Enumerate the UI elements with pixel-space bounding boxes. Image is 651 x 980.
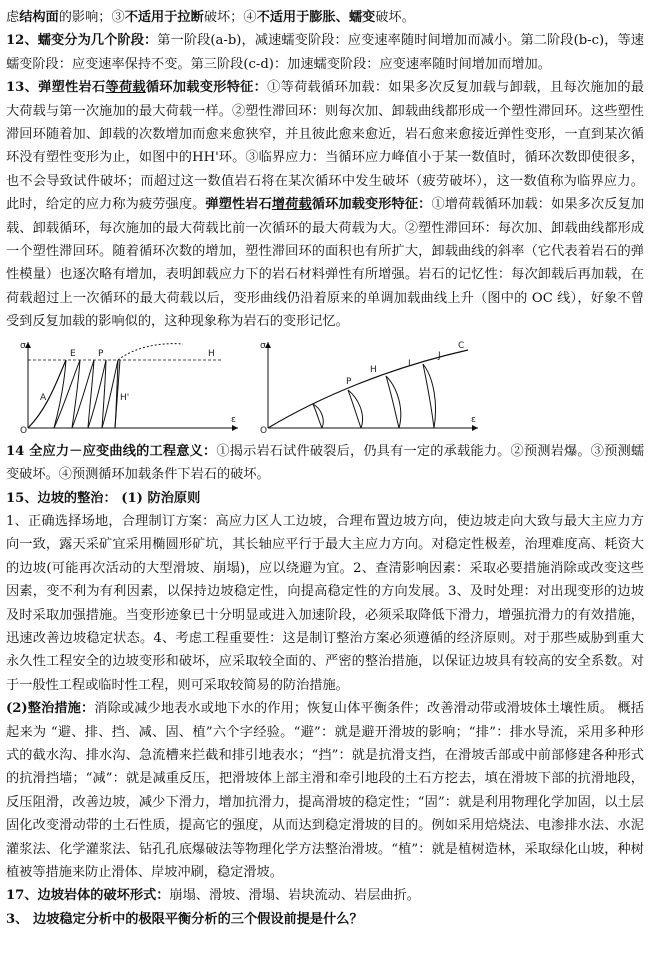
document-page [6,6,644,931]
section-17-heading: 17、边坡岩体的破坏形式： [6,888,170,904]
section-13-heading2-underlined: 增荷载 [271,197,312,213]
equal-load-cycle-diagram [18,338,244,434]
intro-text-5: 破坏；④ [203,10,257,25]
section-13-body-2: ①增荷载循环加载：如果多次反复加载、卸载循环，每次施加的最大荷载比前一次循环的最大荷载为大。②塑性滞回环：每次加、卸载曲线都形成一个塑性滞回环。随着循环次数的增加，塑性滞回环的面积也有所扩大，卸载曲线的斜率（它代表着岩石的弹性模量）也逐次略有增加，表明卸载应力下的岩石材料弹性有所增强。岩石的记忆性：每次卸载后再加载，在荷载超过上一次循环的最大荷载以后，变形曲线仍沿着原来的单调加载曲线上升（图中的 OC 线），好象不曾受到反复加载的影响似的，这种现象称为岩石的变形记忆。 [6,197,645,330]
section-15-subheading: (1) 防治原则 [116,490,201,506]
section-13 [6,76,644,333]
intro-bold-structural-plane: 结构面 [19,10,59,25]
section-15-heading-line [6,487,644,510]
right-p-label: P [346,376,352,387]
section-14-heading: 14 全应力－应变曲线的工程意义： [6,443,217,459]
intro-text-3: 的影响；③ [58,10,125,25]
right-epsilon-label: ε [471,414,476,425]
question-3: 3、 边坡稳定分析中的极限平衡分析的三个假设前提是什么？ [6,911,363,927]
section-13-heading-b: 循环加载变形特征： [145,80,268,96]
section-12-body: 第一阶段(a-b)，减速蠕变阶段：应变速率随时间增加而减小。第二阶段(b-c)，等速蠕变阶段：应变速率保持不变。第三阶段(c-d)：加速蠕变阶段：应变速率随时间增加而增加。 [6,33,644,72]
measures-body: 消除或减少地表水或地下水的作用；恢复山体平衡条件；改善滑动带或滑坡体土壤性质。 概括起来为 “避、排、挡、减、固、植”六个字经验。“避”：就是避开滑坡的影响；“排”：排水导流，采用多种形式的截水沟、排水沟、急流槽来拦截和排引地表水；“挡”：就是抗滑支挡，在滑坡舌部或中前部修建各种形式的抗滑挡墙；“减”：就是减重反压，把滑坡体上部主滑和牵引地段的土石方挖去，填在滑坡下部的抗滑地段，反压阻滑，改善边坡，减少下滑力，增加抗滑力，提高滑坡的稳定性；“固”：就是利用物理化学加固，以土层固化改变滑动带的土石性质，提高它的强度，从而达到稳定滑坡的目的。例如采用焙烧法、电渗排水法、水泥灌浆法、化学灌浆法、钻孔孔底爆破法等物理化学方法整治滑坡。“植”：就是植树造林，采取绿化山坡，种树植被等措施来防止滑体、岸坡冲刷，稳定滑坡。 [6,701,644,880]
right-sigma-label: σ [260,340,266,351]
section-15-body: 1、正确选择场地，合理制订方案：高应力区人工边坡，合理布置边坡方向，使边坡走向大致与最大主应力方向一致，露天采矿宜采用椭圆形矿坑，其长轴应平行于最大主应力方向。对稳定性极差，治理难度高、耗资大的边坡(可能再次活动的大型滑坡、崩塌)，应以绕避为宜。2、查清影响因素：采取必要措施消除或改变这些因素，变不利为有利因素，以保持边坡稳定性，向提高稳定性的方向发展。3、及时处理：对出现变形的边坡及时采取加强措施。当变形迹象已十分明显或进入加速阶段，必须采取降低下滑力，增强抗滑力的有效措施，迅速改善边坡稳定状态。4、考虑工程重要性：这是制订整治方案必须遵循的经济原则。对于那些威胁到重大永久性工程安全的边坡变形和破坏，应采取较全面的、严密的整治措施，以保证边坡具有较高的安全系数。对于一般性工程或临时性工程，则可采取较简易的防治措施。 [6,513,644,693]
section-13-heading2-a: 弹塑性岩石 [205,197,272,213]
right-i-label: I [408,358,411,369]
section-13-body-1: ①等荷载循环加载：如果多次反复加载与卸载，且每次施加的最大荷载与第一次施加的最大荷载一样。②塑性滞回环：则每次加、卸载曲线都形成一个塑性滞回环。这些塑性滞回环随着加、卸载的次数增加而愈来愈狭窄，并且彼此愈来愈近，岩石愈来愈接近弹性变形，一直到某次循环没有塑性变形为止，如图中的HH'环。③临界应力：当循环应力峰值小于某一数值时，循环次数即使很多，也不会导致试件破坏；而超过这一数值岩石将在某次循环中发生破坏（疲劳破坏），这一数值称为临界应力。此时，给定的应力称为疲劳强度。 [6,80,645,213]
increasing-load-cycle-svg [258,338,484,434]
left-a-label: A [40,392,47,403]
right-origin-label: O [260,425,268,434]
section-15-heading: 15、边坡的整治： [6,490,117,506]
section-17-body: 崩塌、滑坡、滑塌、岩块流动、岩层曲折。 [169,888,420,904]
left-origin-label: O [20,425,28,434]
loading-diagrams [18,338,644,434]
section-13-heading-a: 13、弹塑性岩石 [6,80,106,96]
left-p-label: P [98,348,104,359]
right-j-label: J [438,350,441,361]
right-h-label: H [370,364,377,375]
intro-text-7: 破坏。 [375,10,415,25]
right-c-label: C [458,340,465,351]
section-13-heading2-b: 循环加载变形特征： [311,197,432,213]
left-epsilon-label: ε [231,414,236,425]
section-14 [6,440,644,487]
section-17 [6,884,644,907]
section-15-measures [6,697,644,884]
left-sigma-label: σ [20,340,26,351]
left-e-label: E [70,348,76,359]
left-hprime-label: H' [120,392,130,403]
increasing-load-cycle-diagram [258,338,484,434]
intro-text-1: 虑 [6,10,20,25]
intro-bold-swelling: 不适用于膨胀、蠕变 [256,10,376,25]
intro-bold-tension: 不适用于拉断 [124,10,204,25]
intro-paragraph [6,6,644,29]
section-14-body: ①揭示岩石试件破裂后，仍具有一定的承载能力。②预测岩爆。③预测蠕变破坏。④预测循环加载条件下岩石的破坏。 [6,443,645,483]
section-12 [6,29,644,76]
left-h-label: H [208,348,215,359]
section-12-heading: 12、蠕变分为几个阶段： [6,33,158,49]
section-13-heading-underlined: 等荷载 [105,80,146,96]
measures-heading: (2)整治措施： [6,701,95,717]
equal-load-cycle-svg [18,338,244,434]
